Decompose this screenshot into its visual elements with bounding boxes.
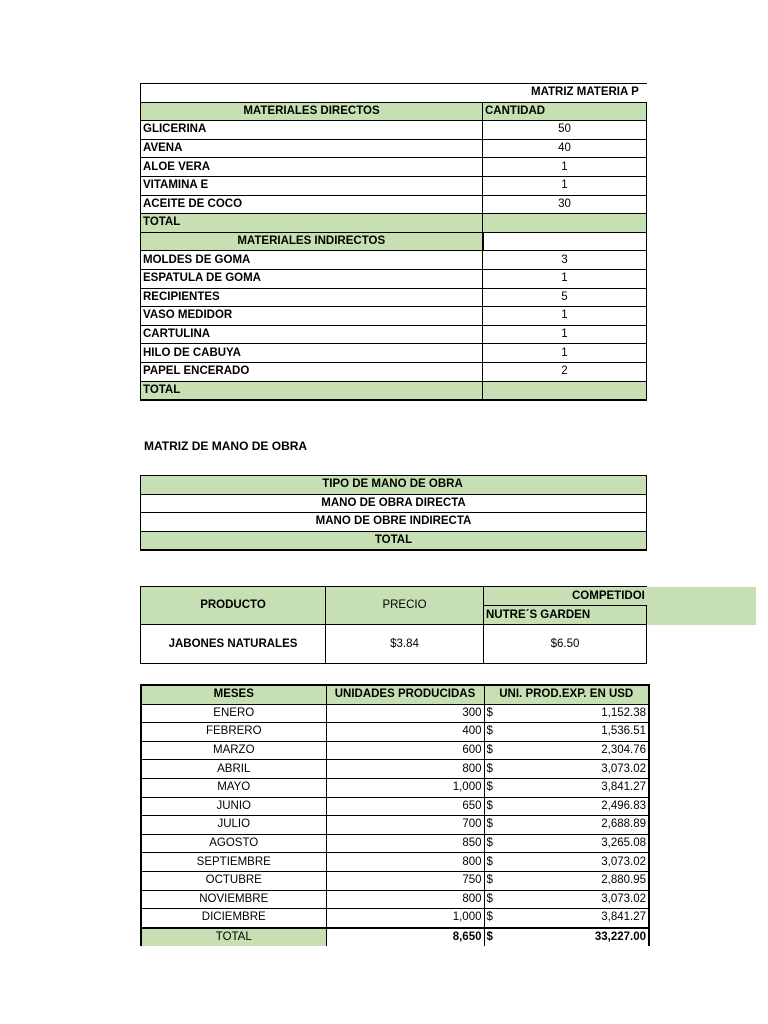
mano-obra-table <box>140 475 647 551</box>
col-precio: PRECIO <box>326 587 484 625</box>
table-row: MARZO 600 $ 2,304.76 <box>141 741 649 760</box>
material-row: VASO MEDIDOR 1 <box>141 307 648 326</box>
table-row: NOVIEMBRE 800 $ 3,073.02 <box>141 890 649 909</box>
mano-obra-directa: MANO DE OBRA DIRECTA <box>141 494 647 513</box>
table-row: AGOSTO 850 $ 3,265.08 <box>141 834 649 853</box>
total-usd: $ 33,227.00 <box>484 928 649 946</box>
table-row: FEBRERO 400 $ 1,536.51 <box>141 723 649 742</box>
mano-obra-indirecta: MANO DE OBRE INDIRECTA <box>141 513 647 532</box>
col-producto: PRODUCTO <box>141 587 326 625</box>
table-row: SEPTIEMBRE 800 $ 3,073.02 <box>141 853 649 872</box>
material-row: AVENA 40 <box>141 139 648 158</box>
precio-jabones: $3.84 <box>326 625 484 664</box>
mano-obra-block <box>140 475 647 555</box>
competidor-name: NUTRE´S GARDEN <box>484 606 647 625</box>
table-row: ABRIL 800 $ 3,073.02 <box>141 760 649 779</box>
total-unidades: 8,650 <box>326 928 484 946</box>
table-row: JUNIO 650 $ 2,496.83 <box>141 797 649 816</box>
total-directos-label: TOTAL <box>141 214 483 233</box>
precio-competidor: $6.50 <box>484 625 647 664</box>
table-row: JULIO 700 $ 2,688.89 <box>141 816 649 835</box>
material-row: MOLDES DE GOMA 3 <box>141 251 648 270</box>
matriz-materia-title: MATRIZ MATERIA P <box>141 84 648 103</box>
total-row <box>141 928 649 946</box>
competidor-header-overflow <box>646 587 756 625</box>
producto-jabones: JABONES NATURALES <box>141 625 326 664</box>
producto-table <box>140 586 647 664</box>
material-row: ACEITE DE COCO 30 <box>141 195 648 214</box>
produccion-block <box>140 684 650 946</box>
header-cantidad: CANTIDAD <box>483 102 647 121</box>
header-materiales-directos: MATERIALES DIRECTOS <box>141 102 483 121</box>
material-row: CARTULINA 1 <box>141 325 648 344</box>
header-materiales-indirectos: MATERIALES INDIRECTOS <box>141 232 483 251</box>
table-row: OCTUBRE 750 $ 2,880.95 <box>141 871 649 890</box>
material-row: RECIPIENTES 5 <box>141 288 648 307</box>
material-row: GLICERINA 50 <box>141 121 648 140</box>
material-row: ALOE VERA 1 <box>141 158 648 177</box>
matriz-materia-table <box>140 83 647 401</box>
material-row: VITAMINA E 1 <box>141 176 648 195</box>
material-row: ESPATULA DE GOMA 1 <box>141 269 648 288</box>
material-row: HILO DE CABUYA 1 <box>141 344 648 363</box>
col-competidor: COMPETIDOI <box>484 587 648 606</box>
produccion-table <box>140 684 650 946</box>
material-row: PAPEL ENCERADO 2 <box>141 362 648 381</box>
header-unidades: UNIDADES PRODUCIDAS <box>326 685 484 704</box>
total-indirectos-label: TOTAL <box>141 381 483 400</box>
total-label: TOTAL <box>141 928 326 946</box>
mano-obra-title: MATRIZ DE MANO DE OBRA <box>144 439 308 453</box>
producto-block <box>140 586 647 668</box>
header-usd: UNI. PROD.EXP. EN USD <box>484 685 649 704</box>
tipo-mano-obra-header: TIPO DE MANO DE OBRA <box>141 476 647 495</box>
table-row: DICIEMBRE 1,000 $ 3,841.27 <box>141 909 649 928</box>
header-meses: MESES <box>141 685 326 704</box>
table-row: ENERO 300 $ 1,152.38 <box>141 704 649 723</box>
mano-obra-total: TOTAL <box>141 531 647 550</box>
matriz-materia-block <box>140 83 647 403</box>
table-row: MAYO 1,000 $ 3,841.27 <box>141 778 649 797</box>
